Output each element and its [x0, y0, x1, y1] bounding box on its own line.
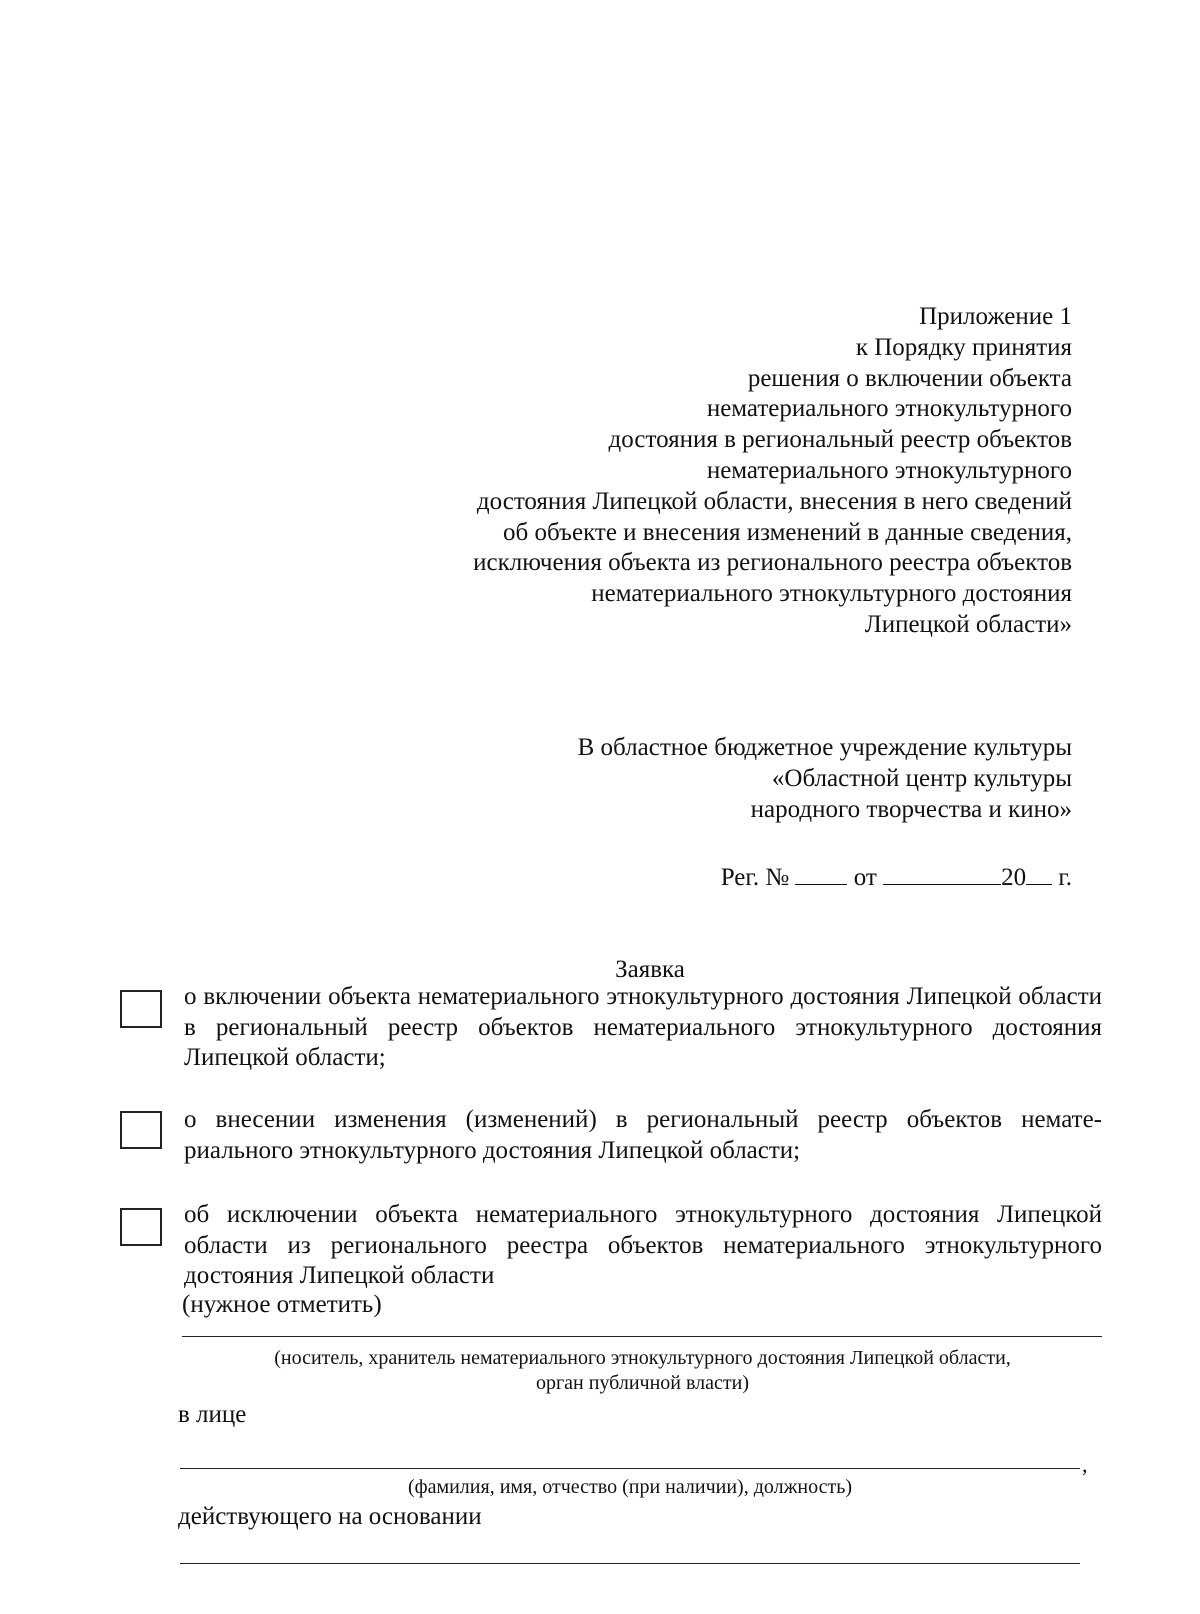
- holder-field-line[interactable]: [182, 1336, 1102, 1337]
- checkbox-change[interactable]: [120, 1111, 162, 1149]
- reg-year-suffix: г.: [1058, 864, 1072, 891]
- selection-note: (нужное отметить): [182, 1291, 382, 1318]
- checkbox-include[interactable]: [120, 990, 162, 1028]
- appendix-line: нематериального этнокультурного достояния: [591, 580, 1072, 608]
- appendix-line: достояния Липецкой области, внесения в него сведений: [476, 487, 1072, 515]
- form-title: Заявка: [615, 956, 685, 983]
- appendix-line: нематериального этнокультурного: [706, 456, 1072, 484]
- appendix-line: решения о включении объекта: [747, 364, 1072, 392]
- appendix-header: [473, 302, 1072, 641]
- option-change-text: о внесении изменения (изменений) в региональный реестр объектов немате-риального этнокультурного достояния Липецкой области;: [184, 1106, 1102, 1164]
- checkbox-exclude[interactable]: [120, 1208, 162, 1246]
- appendix-line: Приложение 1: [919, 303, 1072, 330]
- appendix-line: об объекте и внесения изменений в данные сведения,: [502, 518, 1072, 546]
- holder-caption-line: орган публичной власти): [535, 1372, 750, 1394]
- basis-field-line[interactable]: [180, 1563, 1080, 1564]
- reg-number-field[interactable]: [795, 862, 847, 885]
- basis-label: действующего на основании: [178, 1503, 482, 1530]
- addressee-line: народного творчества и кино»: [750, 796, 1072, 823]
- person-field-comma: ,: [1082, 1452, 1088, 1477]
- person-caption: (фамилия, имя, отчество (при наличии), должность): [407, 1476, 853, 1498]
- appendix-line: исключения объекта из регионального реестра объектов: [473, 549, 1072, 577]
- holder-caption-line: (носитель, хранитель нематериального этнокультурного достояния Липецкой области,: [274, 1347, 1011, 1369]
- reg-number-label: Рег. №: [720, 864, 790, 891]
- addressee-line: «Областной центр культуры: [771, 765, 1072, 792]
- option-exclude: [120, 1200, 1102, 1292]
- person-field-line[interactable]: [180, 1468, 1080, 1469]
- in-person-label: в лице: [178, 1401, 247, 1428]
- reg-year-field[interactable]: [1026, 862, 1052, 885]
- addressee-block: [578, 732, 1072, 825]
- option-include: [120, 982, 1102, 1074]
- option-change: [120, 1105, 1102, 1166]
- registration-line: [721, 862, 1072, 893]
- reg-from-label: от: [853, 864, 877, 891]
- option-include-text: о включении объекта нематериального этнокультурного достояния Липецкой области в региональный реестр объектов нематериального этнокультурного достояния Липецкой области;: [184, 983, 1102, 1071]
- reg-year-prefix: 20: [1001, 864, 1027, 891]
- holder-caption: [150, 1346, 1135, 1396]
- option-exclude-text: об исключении объекта нематериального этнокультурного достояния Липецкой области из регионального реестра объектов нематериального этнокультурного достояния Липецкой области: [184, 1201, 1102, 1289]
- addressee-line: В областное бюджетное учреждение культуры: [577, 734, 1072, 761]
- appendix-line: нематериального этнокультурного: [706, 395, 1072, 423]
- appendix-line: достояния в региональный реестр объектов: [608, 426, 1072, 454]
- appendix-line: к Порядку принятия: [855, 333, 1072, 361]
- appendix-line: Липецкой области»: [864, 610, 1072, 638]
- reg-date-field[interactable]: [883, 862, 1001, 885]
